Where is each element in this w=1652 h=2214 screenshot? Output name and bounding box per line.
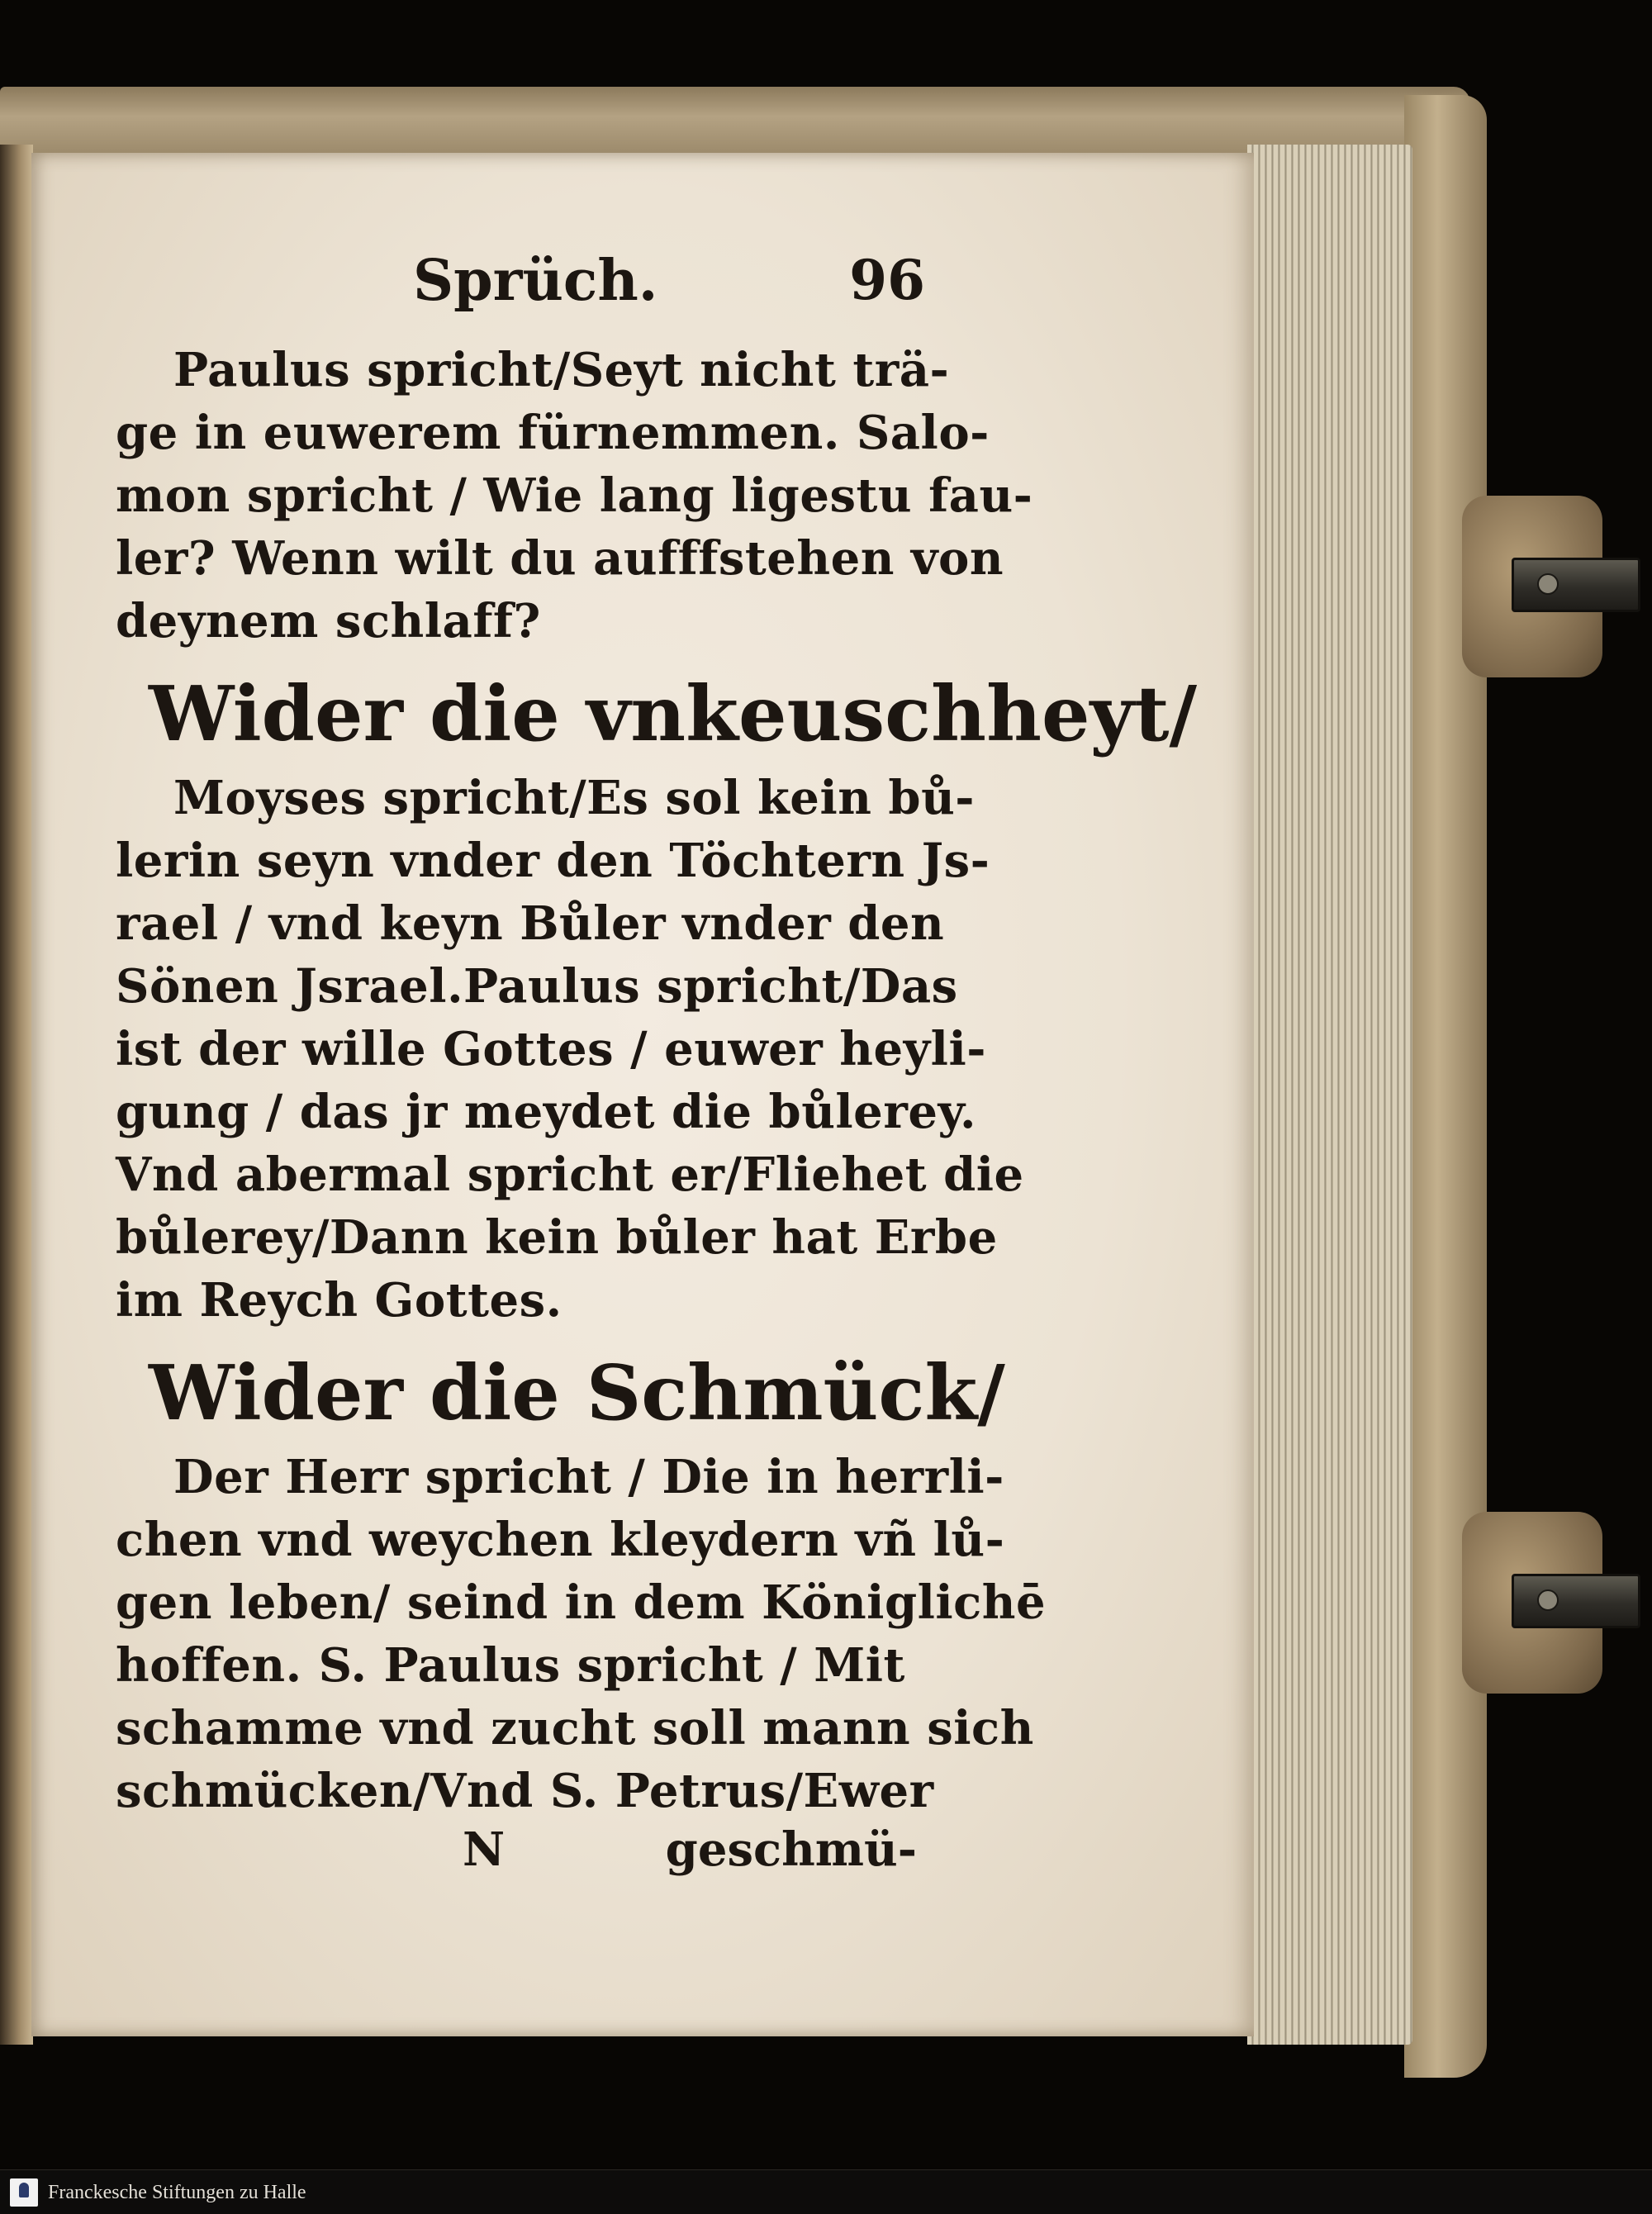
signature-mark: N <box>463 1822 506 1877</box>
lower-clasp-pin <box>1512 1574 1640 1628</box>
text-line: gung / das jr meydet die bůlerey. <box>116 1085 977 1139</box>
text-line: im Reych Gottes. <box>116 1273 563 1328</box>
page-footer-line <box>116 1822 942 1889</box>
text-line: Vnd abermal spricht er/Fliehet die <box>116 1147 1024 1202</box>
text-line: chen vnd weychen kleydern vñ lů- <box>116 1513 1005 1567</box>
page-number: 96 <box>849 248 925 312</box>
text-line: ge in euwerem fürnemmen. Salo- <box>116 406 990 460</box>
section-heading: Wider die Schmück/ <box>149 1348 1005 1437</box>
upper-clasp <box>1462 496 1602 677</box>
text-line: lerin seyn vnder den Töchtern Js- <box>116 834 990 888</box>
viewer-footer <box>0 2169 1652 2214</box>
page-edges <box>1247 145 1412 2045</box>
text-line: mon spricht / Wie lang ligestu fau- <box>116 468 1033 523</box>
text-line: Paulus spricht/Seyt nicht trä- <box>173 343 950 397</box>
text-line: bůlerey/Dann kein bůler hat Erbe <box>116 1210 998 1265</box>
text-line: ler? Wenn wilt du aufffstehen von <box>116 531 1004 586</box>
text-line: Sönen Jsrael.Paulus spricht/Das <box>116 959 958 1014</box>
book-cover-right <box>1404 95 1487 2078</box>
catchword: geschmü- <box>665 1822 917 1877</box>
text-line: deynem schlaff? <box>116 594 541 649</box>
text-line: Moyses spricht/Es sol kein bů- <box>173 771 976 825</box>
text-line: rael / vnd keyn Bůler vnder den <box>116 896 945 951</box>
paragraph-3 <box>116 1446 1047 1822</box>
text-line: schamme vnd zucht soll mann sich <box>116 1701 1034 1756</box>
section-heading: Wider die vnkeuschheyt/ <box>149 669 1198 758</box>
running-head: Sprüch. <box>413 248 658 314</box>
paragraph-1 <box>116 339 1033 653</box>
paragraph-2 <box>116 767 1024 1332</box>
upper-clasp-pin <box>1512 558 1640 612</box>
text-line: schmücken/Vnd S. Petrus/Ewer <box>116 1764 934 1818</box>
page-header <box>116 248 942 339</box>
text-line: gen leben/ seind in dem Königlichē <box>116 1575 1047 1630</box>
institution-name: Franckesche Stiftungen zu Halle <box>48 2182 306 2203</box>
text-line: hoffen. S. Paulus spricht / Mit <box>116 1638 905 1693</box>
book-cover-top <box>0 87 1470 153</box>
lower-clasp <box>1462 1512 1602 1694</box>
text-line: ist der wille Gottes / euwer heyli- <box>116 1022 986 1076</box>
text-line: Der Herr spricht / Die in herrli- <box>173 1450 1004 1504</box>
page-text <box>116 248 1198 1889</box>
book-cover-left <box>0 145 33 2045</box>
institution-logo-icon <box>10 2178 38 2207</box>
